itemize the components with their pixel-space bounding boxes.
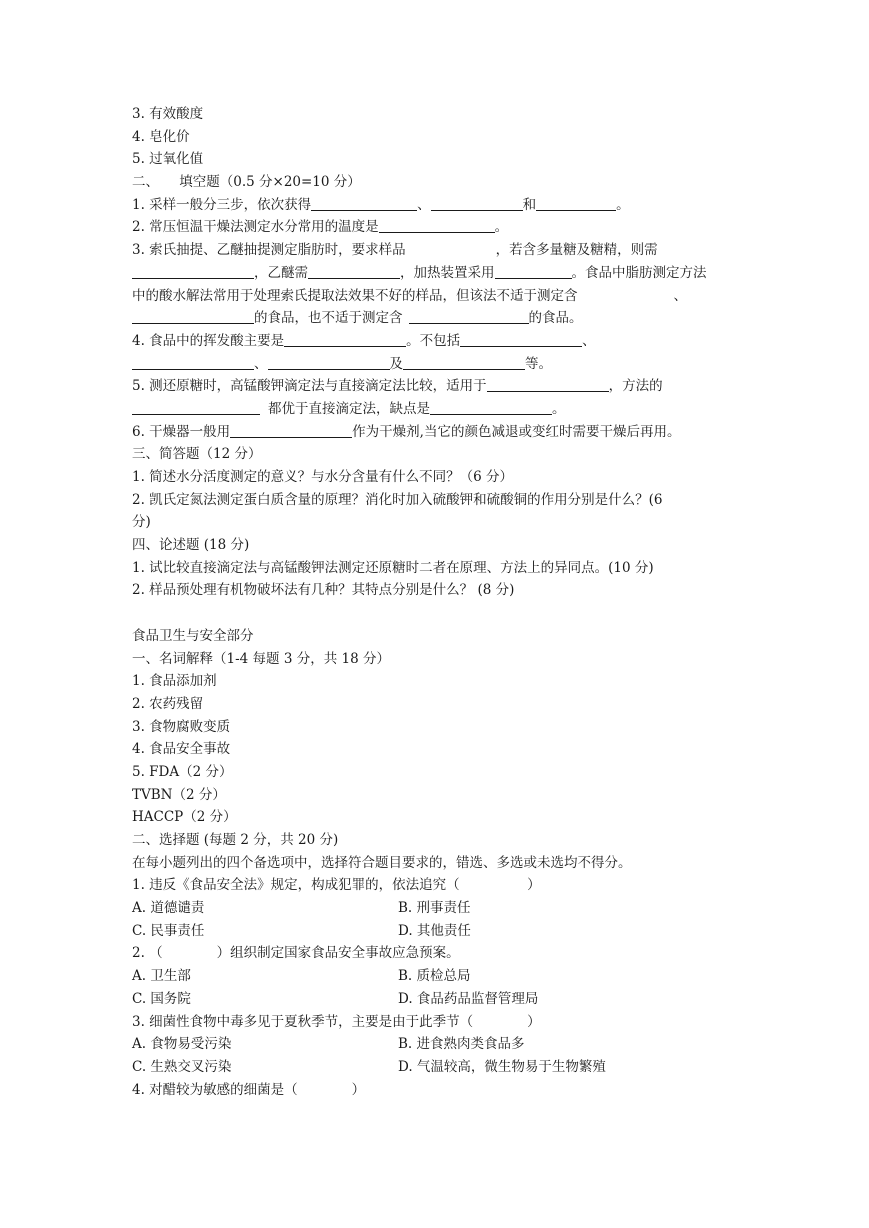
section-title: 四、论述题 (18 分) <box>132 537 250 554</box>
option[interactable]: B. 进食熟肉类食品多 <box>398 1036 525 1053</box>
part-heading: 食品卫生与安全部分 <box>132 627 254 644</box>
instructions: 在每小题列出的四个备选项中，选择符合题目要求的，错选、多选或未选均不得分。 <box>132 854 632 871</box>
fill-question-6: 6. 干燥器一般用 作为干燥剂,当它的颜色减退或变红时需要干燥后再用。 <box>132 423 681 440</box>
fill-question-3: 3. 索氏抽提、乙醚抽提测定脂肪时，要求样品 ，若含多量糖及糖精，则需 <box>132 242 658 259</box>
fill-question-4: 4. 食品中的挥发酸主要是 。不包括 、 <box>132 332 596 349</box>
answer-blank[interactable] <box>431 196 523 211</box>
fill-question-5: 5. 测还原糖时，高锰酸钾滴定法与直接滴定法比较，适用于 ，方法的 <box>132 378 663 395</box>
short-question-continued: 分) <box>132 514 151 531</box>
answer-blank[interactable] <box>308 265 400 279</box>
answer-blank[interactable] <box>284 333 406 347</box>
option[interactable]: C. 国务院 <box>132 990 191 1007</box>
answer-blank[interactable] <box>409 310 529 324</box>
term-item: 1. 食品添加剂 <box>132 673 217 690</box>
answer-blank[interactable] <box>487 378 609 392</box>
option[interactable]: A. 道德谴责 <box>132 900 205 917</box>
definition-item: 3. 有效酸度 <box>132 106 204 122</box>
option[interactable]: B. 刑事责任 <box>398 900 471 917</box>
option-row <box>132 1033 742 1056</box>
section-title: 三、简答题（12 分） <box>132 446 262 463</box>
answer-blank[interactable] <box>403 356 525 370</box>
option[interactable]: B. 质检总局 <box>398 968 471 985</box>
option-row <box>132 897 742 920</box>
option[interactable]: A. 卫生部 <box>132 968 191 985</box>
option[interactable]: D. 气温较高，微生物易于生物繁殖 <box>398 1058 606 1075</box>
answer-blank[interactable] <box>132 356 254 370</box>
essay-question: 1. 试比较直接滴定法与高锰酸钾法测定还原糖时二者在原理、方法上的异同点。(10 分) <box>132 559 654 576</box>
option[interactable]: A. 食物易受污染 <box>132 1036 232 1053</box>
essay-question: 2. 样品预处理有机物破坏法有几种？其特点分别是什么？ (8 分) <box>132 582 515 599</box>
term-item: HACCP（2 分） <box>132 809 237 826</box>
term-item: 4. 食品安全事故 <box>132 741 231 758</box>
option[interactable]: D. 其他责任 <box>398 922 471 939</box>
term-item: TVBN（2 分） <box>132 786 226 803</box>
option[interactable]: C. 民事责任 <box>132 922 205 939</box>
short-question: 2. 凯氏定氮法测定蛋白质含量的原理？消化时加入硫酸钾和硫酸铜的作用分别是什么？(6 <box>132 491 663 508</box>
exam-page: 3. 有效酸度 4. 皂化价 5. 过氧化值 二、 填空题（0.5 分×20=10 分） 1. 采样一般分三步，依次获得 、 和 。 2. 常压恒温干燥法测定水分常用的温度是 。 3. 索氏抽提、乙醚抽提测定脂肪时，要求样品 ，若含多量糖及糖精，则需 ，乙醚需 ，加热装置采用 。食品中脂肪测定方法 中的酸水解法常用于处理索氏提取法效果不好的样品，但该法不适于测定含 、 的食品，也不适于测定含 的食品。 4. 食品中的挥发酸主要是 。不包括 、 、 及 等。 5. 测还原糖时，高锰酸钾滴定法与直接滴定法比较，适用于 ，方法的 都优于直接滴定法，缺点是 。 6. 干燥器一般用 作为干燥剂,当它的颜色减退或变红时需要干燥后再用。 三、简答题（12 分） 1. 简述水分活度测定的意义？与水分含量有什么不同？（6 分） 2. 凯氏定氮法测定蛋白质含量的原理？消化时加入硫酸钾和硫酸铜的作用分别是什么？(6 分) 四、论述题 (18 分) 1. 试比较直接滴定法与高锰酸钾法测定还原糖时二者在原理、方法上的异同点。(10 分) 2. 样品预处理有机物破坏法有几种？其特点分别是什么？ (8 分) 食品卫生与安全部分 一、名词解释（1-4 每题 3 分，共 18 分） 1. 食品添加剂 2. 农药残留 3. 食物腐败变质 4. 食品安全事故 5. FDA（2 分） TVBN（2 分） HACCP（2 分） 二、选择题 (每题 2 分，共 20 分) 在每小题列出的四个备选项中，选择符合题目要求的，错选、多选或未选均不得分。 1. 违反《食品安全法》规定，构成犯罪的，依法追究（ ） A. 道德谴责 B. 刑事责任 C. 民事责任 D. 其他责任 2. （ ）组织制定国家食品安全事故应急预案。 A. 卫生部 B. 质检总局 C. 国务院 D. 食品药品监督管理局 3. 细菌性食物中毒多见于夏秋季节，主要是由于此季节（ ） A. 食物易受污染 B. 进食熟肉类食品多 C. 生熟交叉污染 D. 气温较高，微生物易于生物繁殖 4. 对醋较为敏感的细菌是（ ） <box>132 103 742 1101</box>
option-row <box>132 1056 742 1079</box>
short-question: 1. 简述水分活度测定的意义？与水分含量有什么不同？（6 分） <box>132 469 514 485</box>
option[interactable]: D. 食品药品监督管理局 <box>398 990 539 1007</box>
answer-blank[interactable] <box>460 333 582 347</box>
answer-blank[interactable] <box>268 356 390 370</box>
definition-item: 4. 皂化价 <box>132 128 190 145</box>
choice-question: 3. 细菌性食物中毒多见于夏秋季节，主要是由于此季节（ ） <box>132 1013 541 1030</box>
choice-question: 1. 违反《食品安全法》规定，构成犯罪的，依法追究（ ） <box>132 877 541 894</box>
answer-blank[interactable] <box>132 265 254 279</box>
term-item: 3. 食物腐败变质 <box>132 718 231 735</box>
answer-blank[interactable] <box>311 196 417 211</box>
answer-blank[interactable] <box>536 196 616 211</box>
term-item: 2. 农药残留 <box>132 695 204 712</box>
answer-blank[interactable] <box>132 310 254 324</box>
section-title: 二、选择题 (每题 2 分，共 20 分) <box>132 832 339 848</box>
section-title: 二、 填空题（0.5 分×20=10 分） <box>132 174 361 191</box>
answer-blank[interactable] <box>430 401 552 415</box>
answer-blank[interactable] <box>379 218 495 233</box>
fill-question-2: 2. 常压恒温干燥法测定水分常用的温度是 。 <box>132 219 509 236</box>
fill-question-1: 1. 采样一般分三步，依次获得 、 和 。 <box>132 196 630 213</box>
answer-blank[interactable] <box>230 424 352 438</box>
option-row <box>132 920 742 943</box>
answer-blank[interactable] <box>495 265 572 279</box>
option-row <box>132 965 742 988</box>
choice-question: 4. 对醋较为敏感的细菌是（ ） <box>132 1081 366 1098</box>
option-row <box>132 988 742 1011</box>
term-item: 5. FDA（2 分） <box>132 763 233 780</box>
choice-question: 2. （ ）组织制定国家食品安全事故应急预案。 <box>132 945 460 962</box>
option[interactable]: C. 生熟交叉污染 <box>132 1058 232 1075</box>
answer-blank[interactable] <box>132 401 260 415</box>
section-title: 一、名词解释（1-4 每题 3 分，共 18 分） <box>132 650 390 667</box>
definition-item: 5. 过氧化值 <box>132 151 204 168</box>
